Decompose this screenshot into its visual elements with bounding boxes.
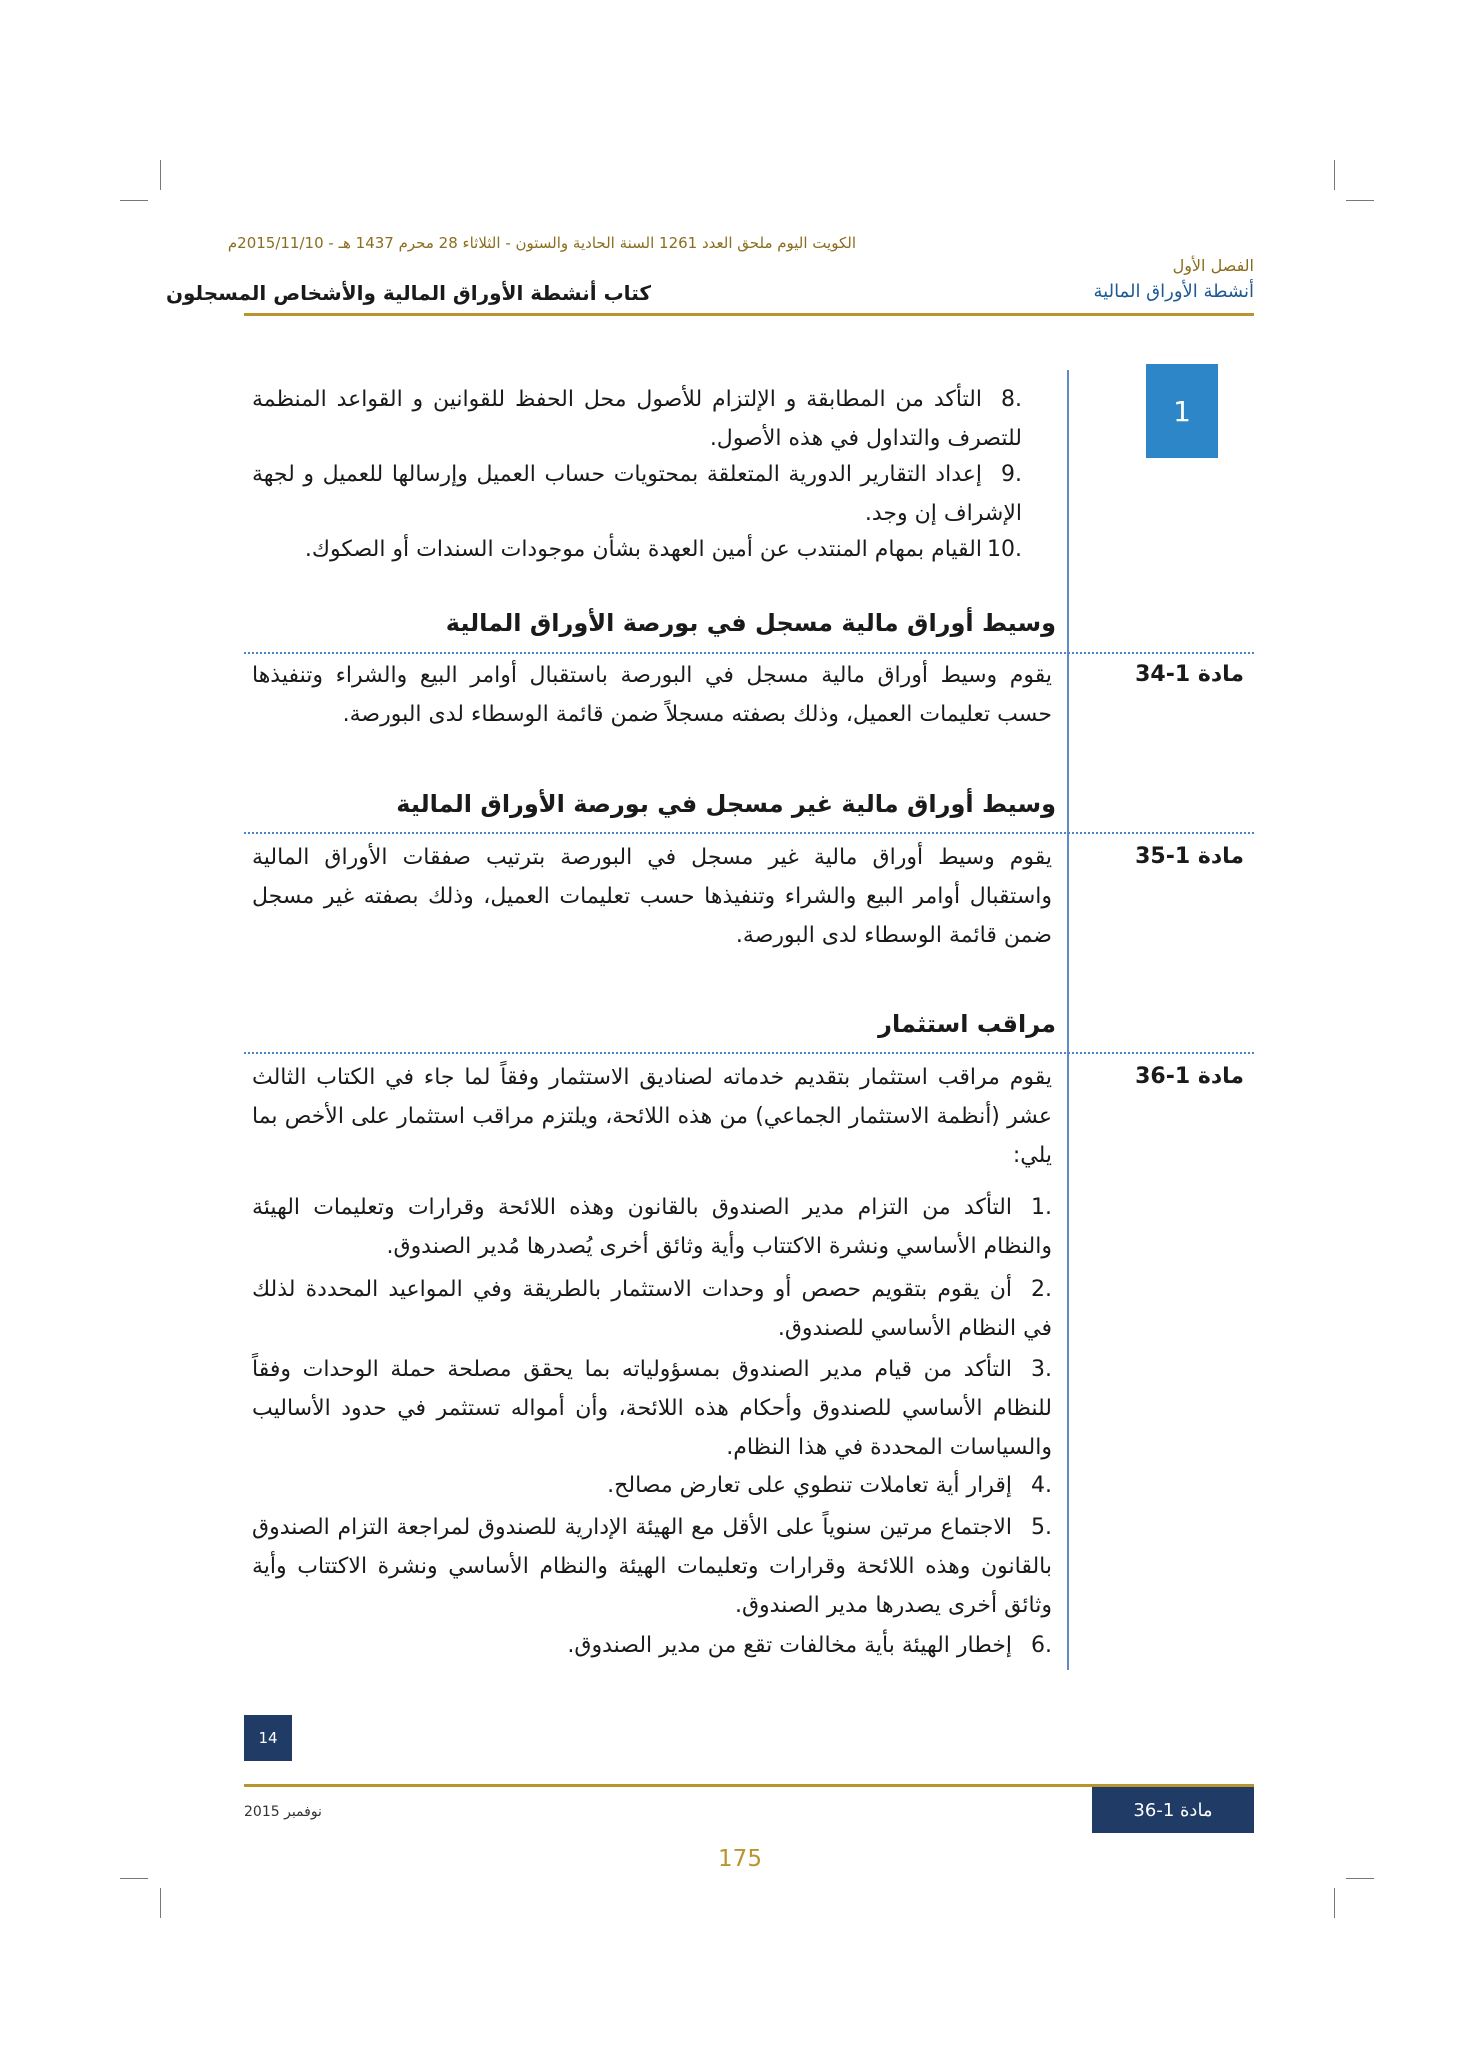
footer-article: مادة 1-36 (1092, 1787, 1254, 1833)
list-item-text: التأكد من التزام مدير الصندوق بالقانون وهذه اللائحة وقرارات وتعليمات الهيئة والنظام الأساسي ونشرة الاكتتاب وأية وثائق أخرى يُصدرها مُدير الصندوق. (252, 1195, 1052, 1259)
section-heading: وسيط أوراق مالية غير مسجل في بورصة الأوراق المالية (396, 790, 1056, 818)
list-item-number: .2 (1031, 1277, 1052, 1302)
crop-mark (160, 1888, 161, 1918)
section-heading: مراقب استثمار (878, 1010, 1056, 1038)
list-item-number: .5 (1031, 1515, 1052, 1540)
chapter-badge: 1 (1146, 364, 1218, 458)
article-text: يقوم مراقب استثمار بتقديم خدماته لصناديق الاستثمار وفقاً لما جاء في الكتاب الثالث عشر (أنظمة الاستثمار الجماعي) من هذه اللائحة، ويلتزم مراقب استثمار على الأخص بما يلي: (252, 1065, 1052, 1168)
list-item-number: .1 (1031, 1195, 1052, 1220)
list-item-text: أن يقوم بتقويم حصص أو وحدات الاستثمار بالطريقة وفي المواعيد المحددة لذلك في النظام الأساسي للصندوق. (252, 1277, 1052, 1341)
list-item-text: التأكد من المطابقة و الإلتزام للأصول محل الحفظ للقوانين و القواعد المنظمة للتصرف والتداول في هذه الأصول. (252, 387, 1022, 451)
book-title: كتاب أنشطة الأوراق المالية والأشخاص المسجلون (165, 281, 651, 305)
list-item (252, 380, 1022, 458)
list-item (252, 1350, 1052, 1467)
crop-mark (1334, 160, 1335, 190)
crop-mark (1346, 1878, 1374, 1879)
gazette-line: الكويت اليوم ملحق العدد 1261 السنة الحادية والستون - الثلاثاء 28 محرم 1437 هـ - 2015/11/10م (227, 234, 856, 252)
footer-date: نوفمبر 2015 (244, 1804, 322, 1820)
list-item (252, 455, 1022, 533)
list-item-number: .9 (1001, 462, 1022, 487)
crop-mark (1346, 200, 1374, 201)
article-label: مادة 1-36 (1135, 1064, 1244, 1089)
dotted-separator (244, 1052, 1254, 1054)
article-label: مادة 1-35 (1135, 844, 1244, 869)
list-item (252, 530, 1022, 569)
crop-mark (120, 1878, 148, 1879)
page-box: 14 (244, 1715, 292, 1761)
list-item-text: إعداد التقارير الدورية المتعلقة بمحتويات حساب العميل وإرسالها للعميل و لجهة الإشراف إن وجد. (252, 462, 1022, 526)
crop-mark (120, 200, 148, 201)
list-item (252, 1270, 1052, 1348)
article-text: يقوم وسيط أوراق مالية غير مسجل في البورصة بترتيب صفقات الأوراق المالية واستقبال أوامر البيع والشراء وتنفيذها حسب تعليمات العميل، وذلك بصفته غير مسجل ضمن قائمة الوسطاء لدى البورصة. (252, 845, 1052, 948)
list-item-number: .10 (987, 537, 1022, 562)
list-item (252, 1466, 1052, 1505)
dotted-separator (244, 652, 1254, 654)
list-item-text: الاجتماع مرتين سنوياً على الأقل مع الهيئة الإدارية للصندوق لمراجعة التزام الصندوق بالقانون وهذه اللائحة وقرارات وتعليمات الهيئة والنظام الأساسي ونشرة الاكتتاب وأية وثائق أخرى يصدرها مدير الصندوق. (252, 1515, 1052, 1618)
dotted-separator (244, 832, 1254, 834)
list-item-number: .6 (1031, 1633, 1052, 1658)
chapter-title: الفصل الأول (1172, 256, 1254, 275)
section-title: أنشطة الأوراق المالية (1093, 281, 1254, 302)
section-heading: وسيط أوراق مالية مسجل في بورصة الأوراق المالية (445, 609, 1056, 637)
crop-mark (160, 160, 161, 190)
page-number: 175 (718, 1846, 762, 1872)
article-text: يقوم وسيط أوراق مالية مسجل في البورصة باستقبال أوامر البيع والشراء وتنفيذها حسب تعليمات العميل، وذلك بصفته مسجلاً ضمن قائمة الوسطاء لدى البورصة. (252, 663, 1052, 727)
header-rule (244, 313, 1254, 316)
list-item-number: .3 (1031, 1357, 1052, 1382)
list-item-text: القيام بمهام المنتدب عن أمين العهدة بشأن موجودات السندات أو الصكوك. (304, 537, 982, 562)
list-item-text: التأكد من قيام مدير الصندوق بمسؤولياته بما يحقق مصلحة حملة الوحدات وفقاً للنظام الأساسي للصندوق وأحكام هذه اللائحة، وأن أمواله تستثمر في حدود الأساليب والسياسات المحددة في هذا النظام. (252, 1357, 1052, 1460)
article-label: مادة 1-34 (1135, 662, 1244, 687)
list-item-number: .4 (1031, 1473, 1052, 1498)
list-item (252, 1508, 1052, 1625)
crop-mark (1334, 1888, 1335, 1918)
list-item-number: .8 (1001, 387, 1022, 412)
list-item (252, 1626, 1052, 1665)
margin-line (1067, 370, 1069, 1670)
list-item-text: إقرار أية تعاملات تنطوي على تعارض مصالح. (607, 1473, 1012, 1498)
list-item (252, 1188, 1052, 1266)
list-item-text: إخطار الهيئة بأية مخالفات تقع من مدير الصندوق. (567, 1633, 1012, 1658)
